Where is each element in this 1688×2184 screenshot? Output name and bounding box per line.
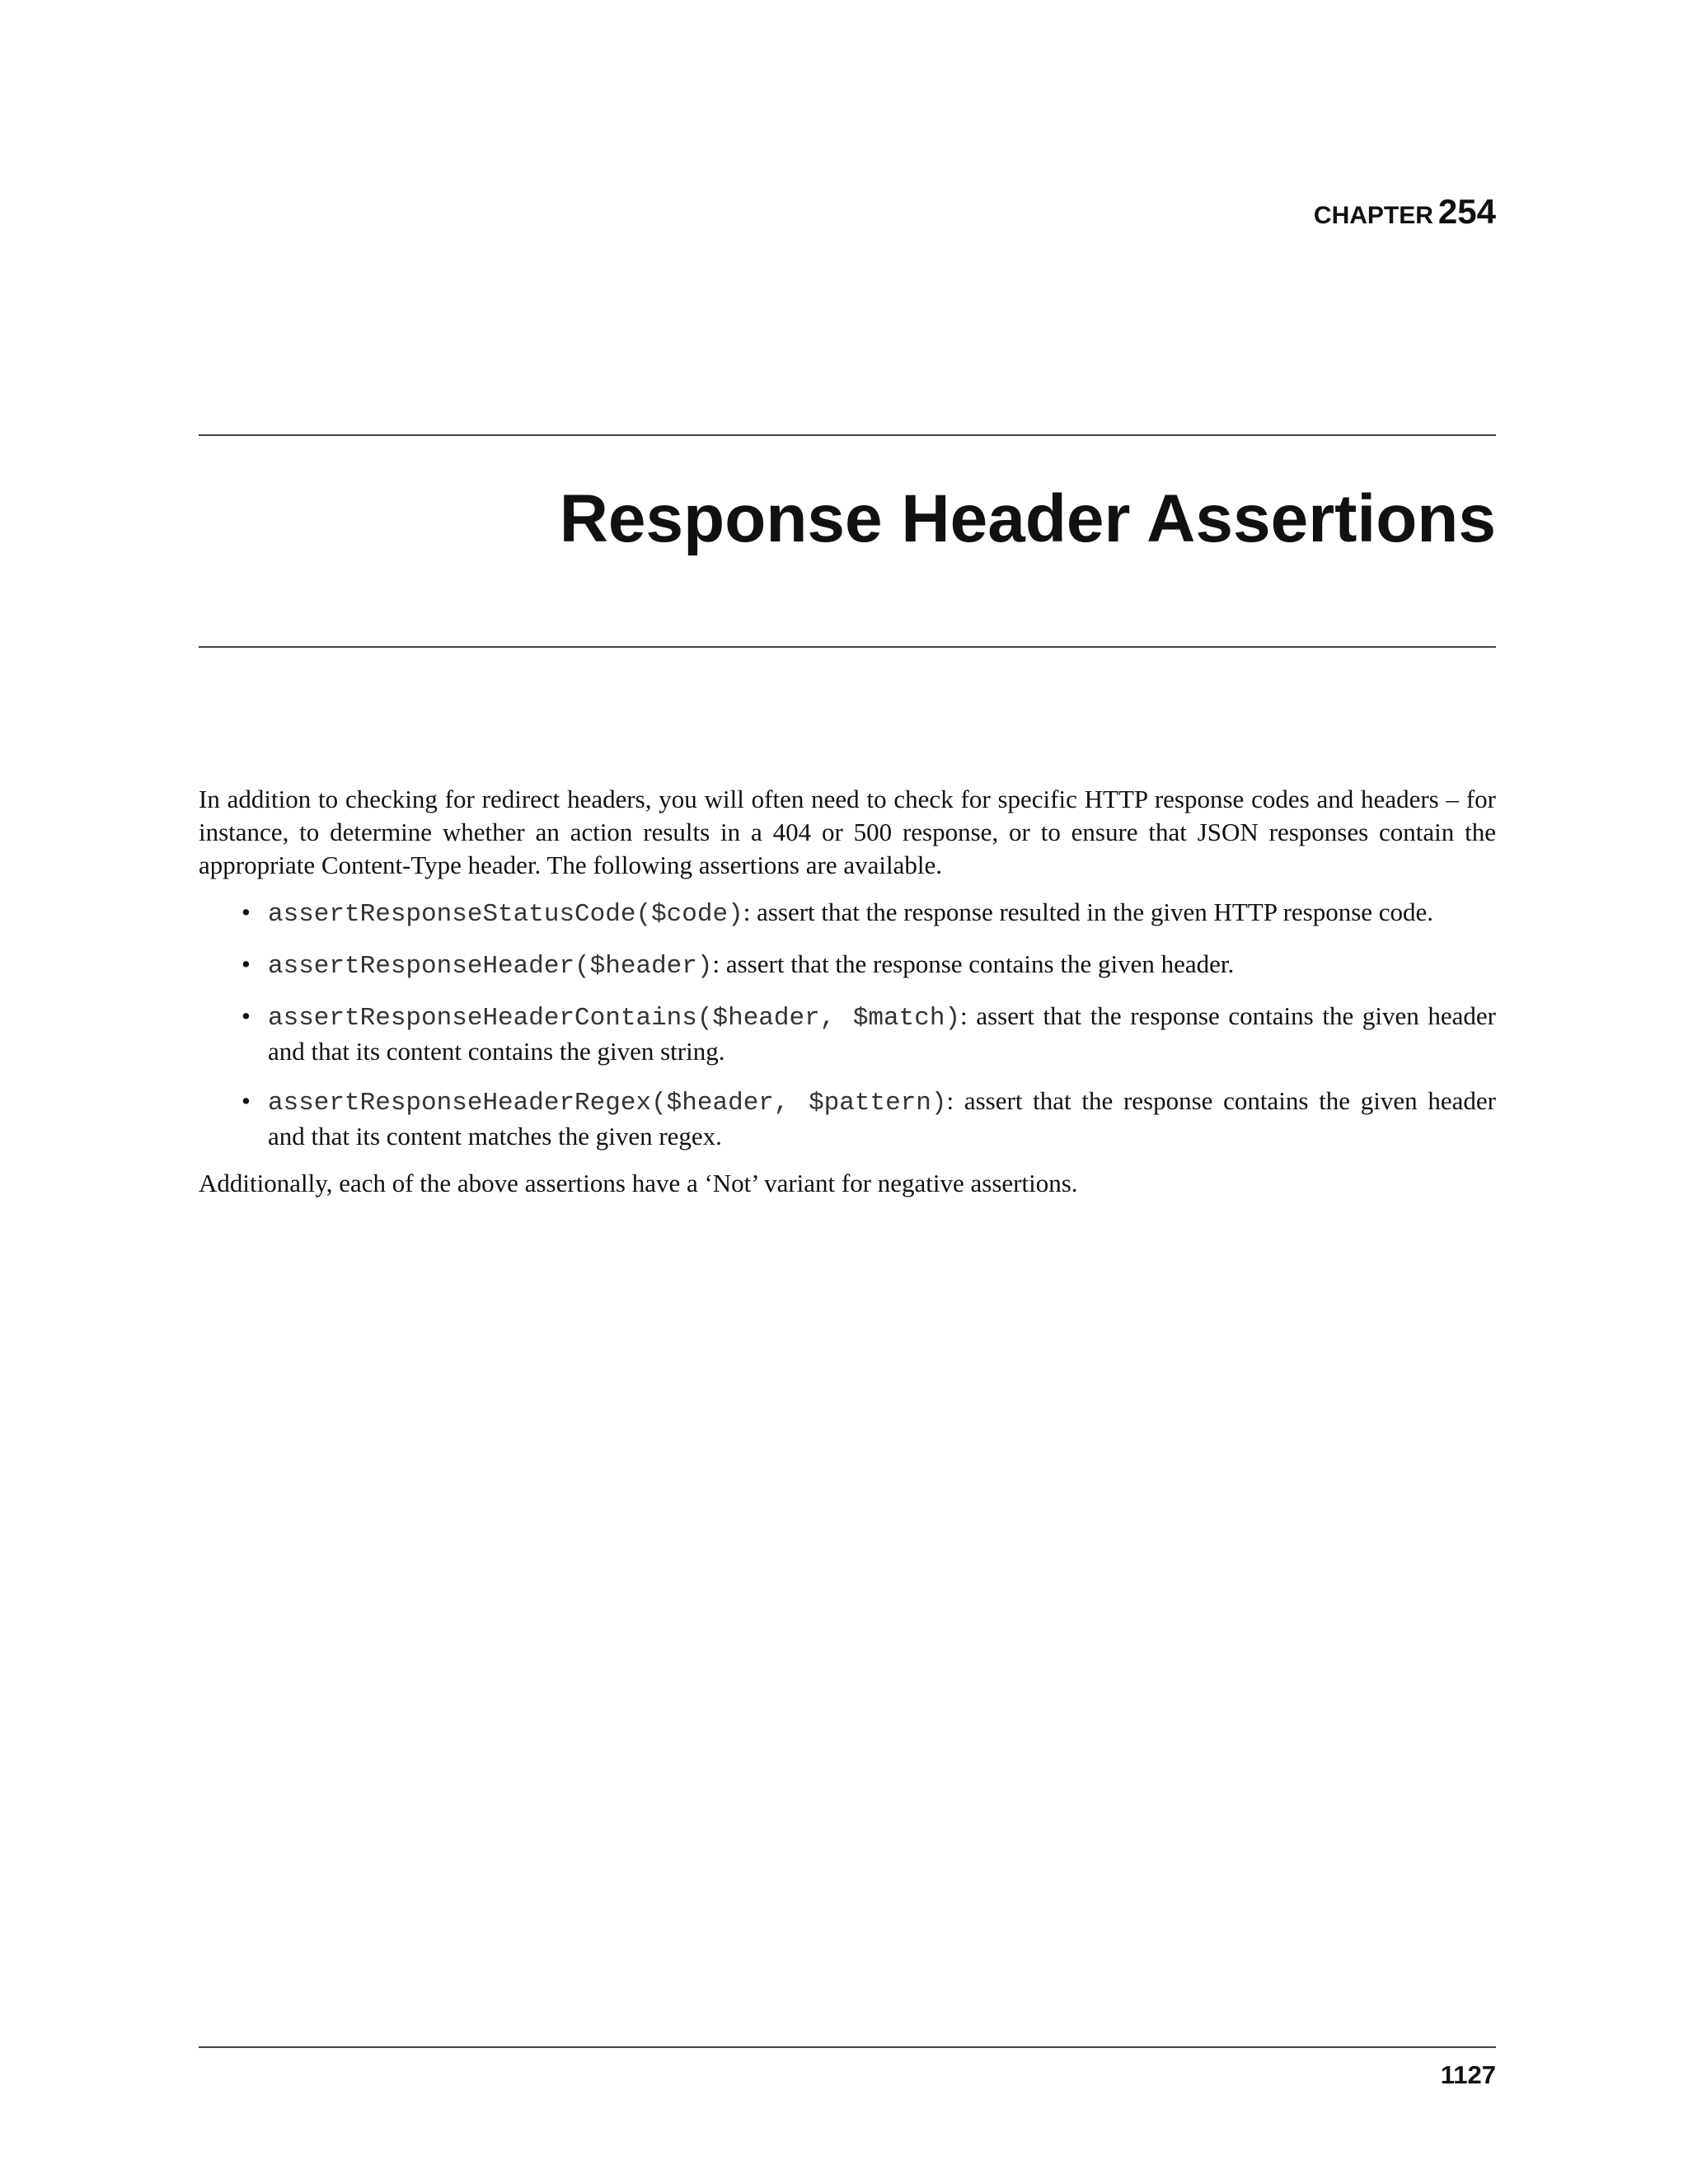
closing-paragraph: Additionally, each of the above assertions have a ‘Not’ variant for negative assertions. — [199, 1169, 1078, 1197]
list-item — [199, 1000, 1496, 1068]
list-item — [199, 896, 1496, 931]
bullet: • — [241, 949, 251, 978]
assertion-description: : assert that the response contains the given header and that its content contains the given string. — [268, 1001, 1496, 1066]
assertion-list — [199, 896, 1496, 1153]
list-item — [199, 948, 1496, 983]
assertion-code: assertResponseHeaderContains($header, $match) — [268, 1004, 961, 1033]
title-bottom-rule — [199, 646, 1496, 648]
chapter-number: 254 — [1437, 192, 1496, 231]
assertion-code: assertResponseHeader($header) — [268, 952, 713, 981]
footer-rule — [199, 2046, 1496, 2048]
bullet: • — [241, 1001, 251, 1030]
assertion-description: : assert that the response contains the given header. — [712, 949, 1235, 978]
chapter-word: CHAPTER — [1313, 202, 1433, 229]
intro-paragraph: In addition to checking for redirect headers, you will often need to check for specific HTTP response codes and headers – for instance, to determine whether an action results in a 404 or 500 response, or to ensure that JSON responses contain the appropriate Content-Type header. The following assertions are available. — [199, 785, 1496, 879]
page-number: 1127 — [1440, 2060, 1496, 2089]
list-item — [199, 1085, 1496, 1153]
chapter-body — [199, 783, 1496, 1200]
chapter-label — [1314, 192, 1496, 232]
chapter-title: Response Header Assertions — [559, 481, 1496, 556]
bullet: • — [241, 1086, 251, 1115]
bullet: • — [241, 898, 251, 926]
assertion-code: assertResponseHeaderRegex($header, $pattern) — [268, 1089, 947, 1118]
title-top-rule — [199, 434, 1496, 436]
assertion-description: : assert that the response resulted in the given HTTP response code. — [743, 898, 1434, 926]
assertion-code: assertResponseStatusCode($code) — [268, 900, 743, 929]
assertion-description: : assert that the response contains the given header and that its content matches the given regex. — [268, 1086, 1496, 1151]
